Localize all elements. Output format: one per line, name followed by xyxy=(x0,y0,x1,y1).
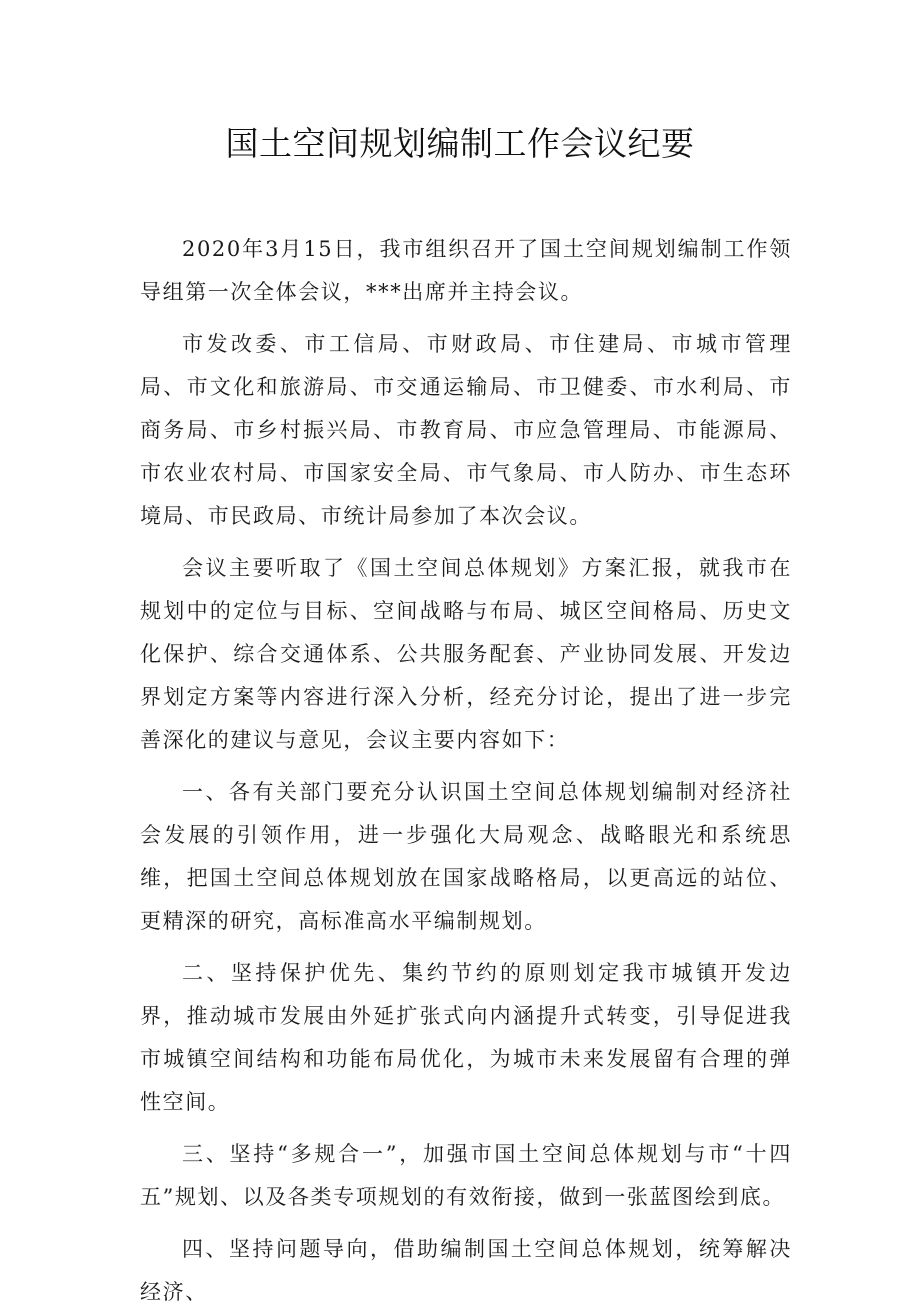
paragraph-point-two: 二、坚持保护优先、集约节约的原则划定我市城镇开发边界，推动城市发展由外延扩张式向内涵提升式转变，引导促进我市城镇空间结构和功能布局优化，为城市未来发展留有合理的弹性空间。 xyxy=(140,961,792,1114)
paragraph-point-three: 三、坚持“多规合一”，加强市国土空间总体规划与市“十四五”规划、以及各类专项规划的有效衔接，做到一张蓝图绘到底。 xyxy=(140,1142,792,1209)
paragraph-attendees: 市发改委、市工信局、市财政局、市住建局、市城市管理局、市文化和旅游局、市交通运输局、市卫健委、市水利局、市商务局、市乡村振兴局、市教育局、市应急管理局、市能源局、市农业农村局、市国家安全局、市气象局、市人防办、市生态环境局、市民政局、市统计局参加了本次会议。 xyxy=(140,332,792,528)
document-body xyxy=(140,228,792,1314)
paragraph-point-one: 一、各有关部门要充分认识国土空间总体规划编制对经济社会发展的引领作用，进一步强化大局观念、战略眼光和系统思维，把国土空间总体规划放在国家战略格局，以更高远的站位、更精深的研究，高标准高水平编制规划。 xyxy=(140,780,792,933)
paragraph-meeting-summary: 会议主要听取了《国土空间总体规划》方案汇报，就我市在规划中的定位与目标、空间战略与布局、城区空间格局、历史文化保护、综合交通体系、公共服务配套、产业协同发展、开发边界划定方案等内容进行深入分析，经充分讨论，提出了进一步完善深化的建议与意见，会议主要内容如下： xyxy=(140,556,792,752)
paragraph-point-four: 四、坚持问题导向，借助编制国土空间总体规划，统筹解决经济、 xyxy=(140,1237,792,1304)
paragraph-meeting-intro: 2020年3月15日，我市组织召开了国土空间规划编制工作领导组第一次全体会议，***出席并主持会议。 xyxy=(140,237,792,304)
document-title: 国土空间规划编制工作会议纪要 xyxy=(225,124,695,163)
